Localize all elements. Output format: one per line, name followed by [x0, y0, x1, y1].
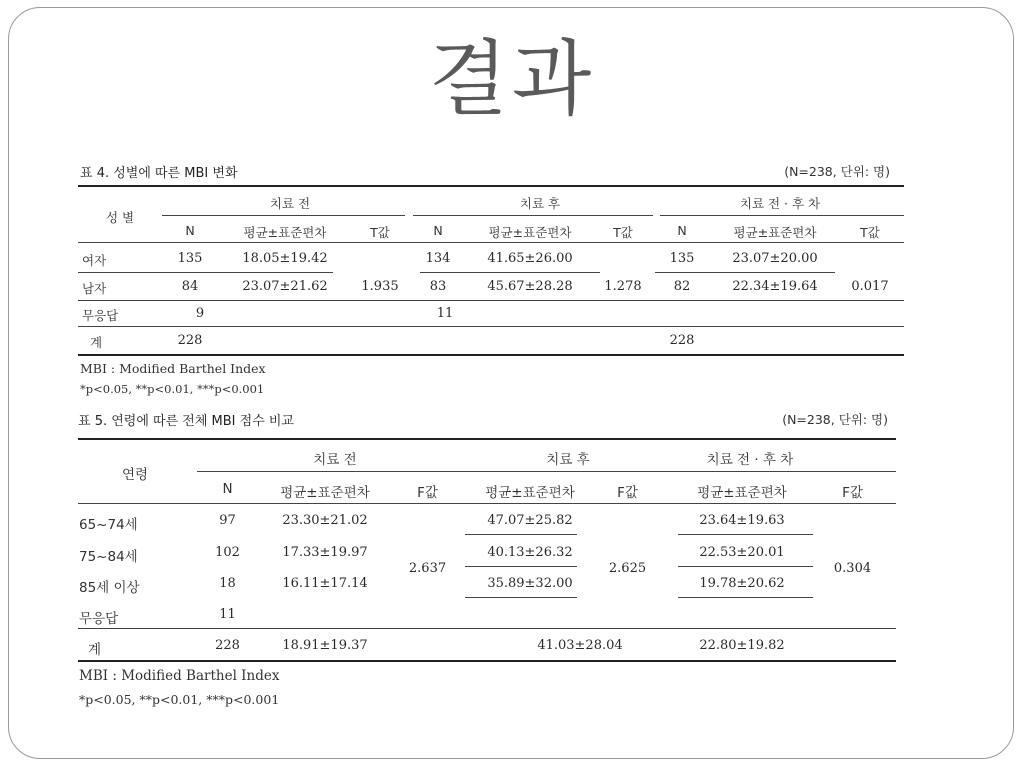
column-header: 평균±표준편차 [733, 225, 817, 240]
t-value-before: 1.935 [361, 279, 399, 294]
row-label: 75~84세 [79, 549, 138, 565]
table-4-row-rule [655, 272, 835, 273]
table-4-group-rule [162, 215, 405, 216]
table-5-group-before: 치료 전 [313, 452, 357, 468]
column-header: F값 [842, 485, 863, 501]
table-cell: 82 [673, 279, 691, 294]
table-cell: 9 [195, 306, 205, 321]
table-cell: 135 [177, 251, 203, 266]
row-label: 무응답 [82, 308, 119, 323]
table-4-bottom-rule [78, 354, 904, 356]
table-5-row-rule [78, 628, 896, 629]
table-cell: 41.03±28.04 [537, 638, 623, 653]
table-cell: 22.80±19.82 [699, 638, 785, 653]
column-header: 평균±표준편차 [697, 485, 787, 501]
table-cell: 35.89±32.00 [487, 576, 573, 591]
table-4-row-header: 성 별 [105, 210, 135, 225]
table-cell: 22.53±20.01 [699, 545, 785, 560]
table-5-row-rule [465, 597, 577, 598]
table-5-note-significance: *p<0.05, **p<0.01, ***p<0.001 [79, 692, 280, 707]
table-4-group-diff: 치료 전 · 후 차 [739, 196, 821, 211]
table-cell: 19.78±20.62 [699, 576, 785, 591]
column-header: N [677, 223, 687, 238]
row-label: 계 [88, 642, 102, 658]
table-cell: 228 [215, 638, 240, 653]
table-4-note-significance: *p<0.05, **p<0.01, ***p<0.001 [80, 382, 265, 396]
table-cell: 23.30±21.02 [282, 513, 368, 528]
table-cell: 17.33±19.97 [282, 545, 368, 560]
table-5-row-rule [465, 534, 577, 535]
table-cell: 11 [219, 607, 236, 622]
table-4-row-rule [78, 300, 904, 301]
table-cell: 84 [181, 279, 199, 294]
table-cell: 18.91±19.37 [282, 638, 368, 653]
table-4-row-rule [78, 326, 904, 327]
table-cell: 11 [436, 306, 454, 321]
row-label: 65~74세 [79, 517, 138, 533]
column-header: 평균±표준편차 [485, 485, 575, 501]
column-header: T값 [860, 225, 880, 240]
column-header: F값 [617, 485, 638, 501]
table-cell: 228 [177, 333, 203, 348]
table-cell: 16.11±17.14 [282, 576, 368, 591]
row-label: 남자 [82, 281, 107, 296]
table-cell: 23.07±20.00 [732, 251, 818, 266]
row-label: 85세 이상 [79, 580, 140, 596]
table-cell: 134 [425, 251, 451, 266]
table-cell: 97 [219, 513, 236, 528]
column-header: F값 [417, 485, 438, 501]
column-header: 평균±표준편차 [488, 225, 572, 240]
table-4-top-rule [78, 185, 904, 187]
row-label: 무응답 [79, 611, 119, 627]
table-4-group-before: 치료 전 [269, 196, 311, 211]
column-header: T값 [613, 225, 633, 240]
table-5-group-diff: 치료 전 · 후 차 [706, 452, 794, 468]
table-5-group-rule [197, 471, 896, 472]
table-cell: 18 [219, 576, 236, 591]
column-header: T값 [370, 225, 390, 240]
column-header: 평균±표준편차 [243, 225, 327, 240]
t-value-after: 1.278 [604, 279, 642, 294]
table-4-note-abbrev: MBI : Modified Barthel Index [80, 361, 266, 376]
table-cell: 23.07±21.62 [242, 279, 328, 294]
table-4-caption: 표 4. 성별에 따른 MBI 변화 [80, 166, 238, 181]
table-cell: 47.07±25.82 [487, 513, 573, 528]
table-5-row-header: 연령 [121, 467, 149, 483]
table-5-row-rule [678, 534, 813, 535]
table-cell: 18.05±19.42 [242, 251, 328, 266]
table-5-bottom-rule [78, 660, 896, 662]
table-5-caption: 표 5. 연령에 따른 전체 MBI 점수 비교 [78, 414, 294, 429]
f-value-after: 2.625 [608, 561, 647, 576]
table-4-row-rule [420, 272, 600, 273]
table-cell: 41.65±26.00 [487, 251, 573, 266]
f-value-diff: 0.304 [833, 561, 872, 576]
table-cell: 23.64±19.63 [699, 513, 785, 528]
table-4-group-after: 치료 후 [519, 196, 561, 211]
table-4-header-rule [78, 242, 904, 243]
table-cell: 45.67±28.28 [487, 279, 573, 294]
slide-title: 결과 [428, 32, 596, 127]
table-5-row-rule [678, 597, 813, 598]
table-cell: 102 [215, 545, 240, 560]
table-5-row-rule [465, 566, 577, 567]
table-cell: 40.13±26.32 [487, 545, 573, 560]
table-4-row-rule [78, 272, 333, 273]
table-5-unit: (N=238, 단위: 명) [782, 412, 888, 427]
table-4-group-rule [413, 215, 653, 216]
table-5-row-rule [678, 566, 813, 567]
table-cell: 83 [429, 279, 447, 294]
column-header: N [222, 481, 233, 497]
table-cell: 228 [669, 333, 695, 348]
column-header: 평균±표준편차 [280, 485, 370, 501]
f-value-before: 2.637 [408, 561, 447, 576]
table-cell: 135 [669, 251, 695, 266]
table-4-group-rule [660, 215, 904, 216]
table-cell: 22.34±19.64 [732, 279, 818, 294]
t-value-diff: 0.017 [851, 279, 889, 294]
column-header: N [433, 223, 443, 238]
table-5-top-rule [78, 438, 896, 440]
table-5-header-rule [78, 503, 896, 504]
table-5-note-abbrev: MBI : Modified Barthel Index [79, 668, 280, 684]
column-header: N [185, 223, 195, 238]
row-label: 여자 [82, 253, 107, 268]
table-4-unit: (N=238, 단위: 명) [784, 164, 890, 179]
row-label: 계 [90, 335, 103, 350]
table-5-group-after: 치료 후 [546, 452, 590, 468]
